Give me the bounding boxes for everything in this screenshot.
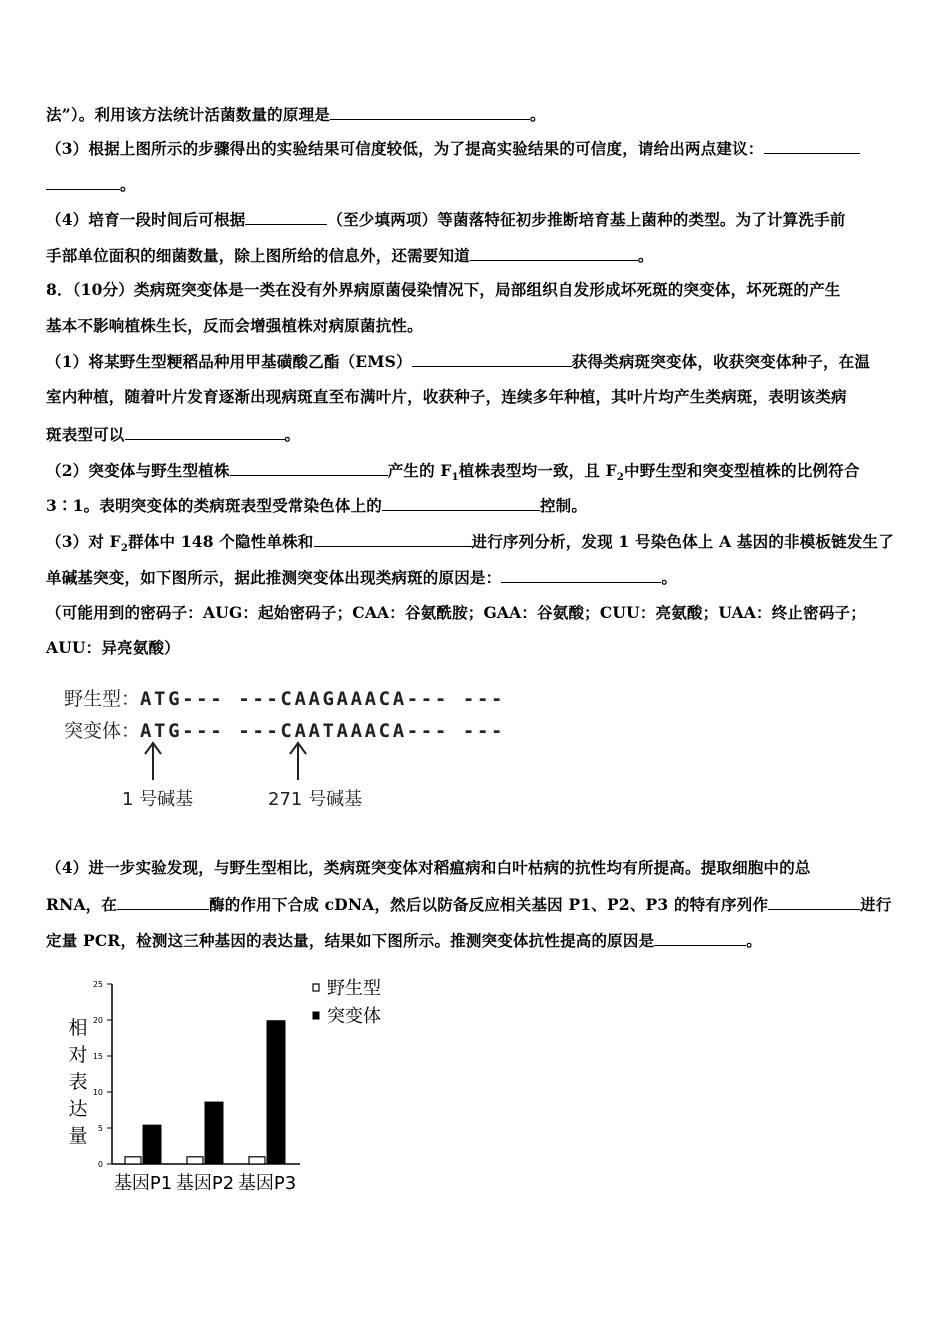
base-1-label: 1 号碱基 xyxy=(122,789,194,810)
up-arrow-icon xyxy=(145,743,161,780)
text: 。 xyxy=(637,246,654,265)
expression-bar-chart xyxy=(0,960,420,1200)
y-tick-label: 20 xyxy=(92,1016,103,1025)
text: 。 xyxy=(284,425,301,444)
text: 获得类病斑突变体，收获突变体种子，在温 xyxy=(571,352,871,371)
mutant-label: 突变体： xyxy=(64,720,141,742)
legend-label-mutant: 突变体 xyxy=(327,1006,381,1027)
text: 群体中 148 个隐性单株和 xyxy=(128,532,314,551)
text-line xyxy=(46,930,762,951)
bar-mutant xyxy=(205,1102,223,1164)
legend xyxy=(313,978,381,1027)
text: 定量 PCR，检测这三种基因的表达量，结果如下图所示。推测突变体抗性提高的原因是 xyxy=(46,931,655,950)
text: （1）将某野生型粳稻品种用甲基磺酸乙酯（EMS） xyxy=(46,352,412,371)
up-arrow-icon xyxy=(290,743,306,780)
text: 。 xyxy=(120,175,136,194)
text-line xyxy=(46,894,892,915)
y-tick-label: 5 xyxy=(97,1124,103,1133)
x-tick-label: 基因P3 xyxy=(237,1173,297,1194)
y-tick-label: 25 xyxy=(92,980,103,989)
text-line xyxy=(46,858,811,878)
text: 中野生型和突变型植株的比例符合 xyxy=(624,461,860,480)
y-axis-label xyxy=(68,1017,87,1147)
text: 。 xyxy=(746,931,762,950)
y-axis-label-char: 达 xyxy=(68,1098,88,1120)
y-axis-label-char: 表 xyxy=(68,1071,88,1093)
y-tick-label: 10 xyxy=(92,1088,103,1097)
text: RNA，在 xyxy=(46,895,118,914)
answer-blank[interactable] xyxy=(654,930,746,946)
bar-mutant xyxy=(143,1125,161,1164)
subscript: 1 xyxy=(451,472,459,484)
bar-wild-type xyxy=(249,1157,265,1164)
text: （2）突变体与野生型植株 xyxy=(46,461,230,480)
x-labels xyxy=(114,1173,296,1194)
y-tick-label: 15 xyxy=(92,1052,103,1061)
mutant-sequence: ATG--- ---CAATAAACA--- --- xyxy=(140,720,506,742)
wild-type-label: 野生型： xyxy=(64,688,141,710)
subscript: 2 xyxy=(616,472,625,484)
text: 法”）。利用该方法统计活菌数量的原理是 xyxy=(46,105,330,124)
text: 进行 xyxy=(860,895,892,914)
text: 产生的 F xyxy=(387,461,452,480)
text: 进行序列分析，发现 1 号染色体上 A 基因的非模板链发生了 xyxy=(471,532,894,551)
bar-wild-type xyxy=(187,1157,203,1164)
text: 。 xyxy=(529,105,546,124)
text: 基本不影响植株生长，反而会增强植株对病原菌抗性。 xyxy=(46,316,423,335)
text: 植株表型均一致，且 F xyxy=(458,461,617,480)
y-axis-label-char: 量 xyxy=(68,1125,88,1147)
text: AUU：异亮氨酸） xyxy=(46,638,180,657)
text: （4）培育一段时间后可根据 xyxy=(46,210,246,229)
bar-wild-type xyxy=(125,1157,141,1164)
text: 控制。 xyxy=(539,496,588,515)
wild-type-sequence: ATG--- ---CAAGAAACA--- --- xyxy=(140,688,506,710)
text: 。 xyxy=(661,568,678,587)
text: （至少填两项）等菌落特征初步推断培育基上菌种的类型。为了计算洗手前 xyxy=(327,210,846,229)
legend-swatch-mutant xyxy=(313,1012,319,1019)
base-271-label: 271 号碱基 xyxy=(268,789,363,810)
text: 酶的作用下合成 cDNA，然后以防备反应相关基因 P1、P2、P3 的特有序列作 xyxy=(209,895,769,914)
bar-mutant xyxy=(267,1021,285,1164)
bars xyxy=(125,1021,285,1164)
x-tick-label: 基因P1 xyxy=(113,1173,173,1194)
text: 斑表型可以 xyxy=(46,425,125,444)
y-axis-label-char: 相 xyxy=(68,1017,88,1039)
answer-blank[interactable] xyxy=(768,894,860,910)
legend-label-wild-type: 野生型 xyxy=(327,978,381,999)
text: （3）根据上图所示的步骤得出的实验结果可信度较低，为了提高实验结果的可信度，请给出两点建议： xyxy=(46,139,764,158)
y-axis-label-char: 对 xyxy=(68,1044,88,1066)
text: （4）进一步实验发现，与野生型相比，类病斑突变体对稻瘟病和白叶枯病的抗性均有所提高。提取细胞中的总 xyxy=(46,858,811,877)
text: 单碱基突变，如下图所示，据此推测突变体出现类病斑的原因是： xyxy=(46,568,502,587)
text: 3∶1。表明突变体的类病斑表型受常染色体上的 xyxy=(46,496,382,515)
text: （3）对 F xyxy=(46,532,121,551)
text: 8．（10分）类病斑突变体是一类在没有外界病原菌侵染情况下，局部组织自发形成坏死斑的突变体，坏死斑的产生 xyxy=(46,280,841,299)
text: 手部单位面积的细菌数量，除上图所给的信息外，还需要知道 xyxy=(46,246,470,265)
subscript: 2 xyxy=(120,543,129,555)
y-ticks xyxy=(93,980,112,1169)
answer-blank[interactable] xyxy=(117,894,209,910)
x-tick-label: 基因P2 xyxy=(175,1173,235,1194)
legend-swatch-wild-type xyxy=(313,984,319,991)
text: 室内种植，随着叶片发育逐渐出现病斑直至布满叶片，收获种子，连续多年种植，其叶片均产生类病斑，表明该类病 xyxy=(46,387,847,406)
y-tick-label: 0 xyxy=(97,1160,103,1169)
text: （可能用到的密码子：AUG：起始密码子；CAA：谷氨酰胺；GAA：谷氨酸；CUU：亮氨酸；UAA：终止密码子； xyxy=(46,603,866,622)
